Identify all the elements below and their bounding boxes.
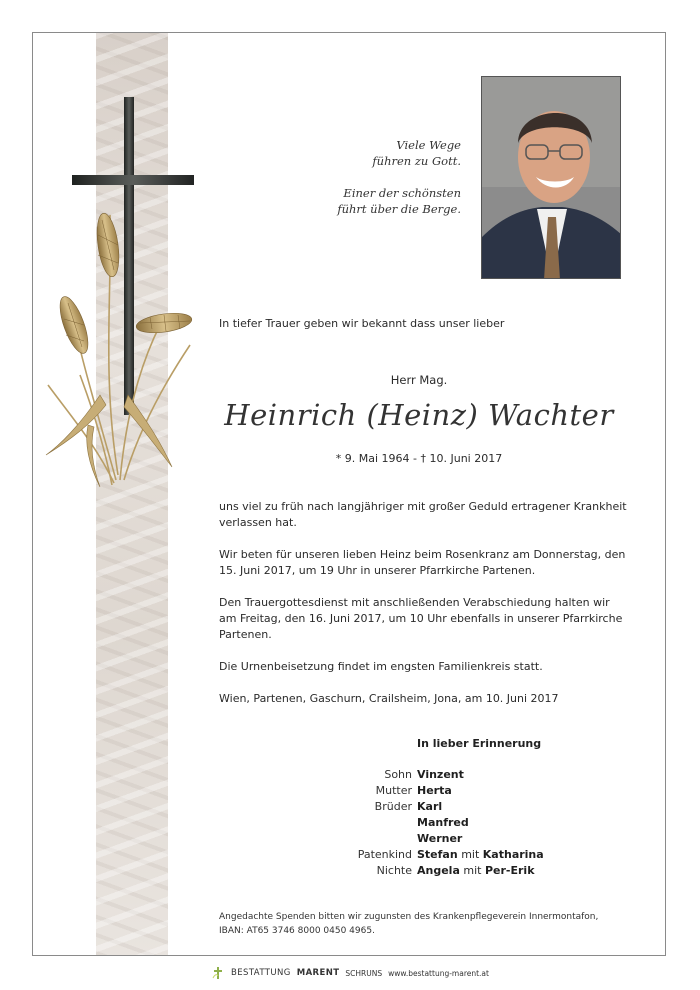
cross-with-wheat-icon	[40, 95, 210, 495]
announcement-paragraphs	[219, 499, 629, 723]
relation-label: Mutter	[375, 784, 412, 797]
portrait-photo	[481, 76, 621, 279]
family-row	[300, 767, 544, 783]
donation-line-1: Angedachte Spenden bitten wir zugunsten des Krankenpflegeverein Innermontafon,	[219, 912, 599, 922]
footer	[0, 963, 700, 983]
relative-name: Werner	[417, 832, 463, 845]
footer-prefix: BESTATTUNG	[231, 968, 291, 978]
relative-name: Stefan	[417, 848, 458, 861]
footer-website[interactable]: www.bestattung-marent.at	[388, 968, 489, 978]
life-dates	[219, 452, 619, 465]
date-separator: -	[409, 452, 421, 465]
paragraph-burial: Die Urnenbeisetzung findet im engsten Familienkreis statt.	[219, 660, 543, 673]
relative-name: Karl	[417, 800, 443, 813]
family-row	[300, 783, 544, 799]
family-row	[300, 831, 544, 847]
paragraph-places-date: Wien, Partenen, Gaschurn, Crailsheim, Jona, am 10. Juni 2017	[219, 692, 559, 705]
paragraph-rosary: Wir beten für unseren lieben Heinz beim Rosenkranz am Donnerstag, den 15. Juni 2017, um 19 Uhr in unserer Pfarrkirche Partenen.	[219, 548, 626, 577]
footer-brand: MARENT	[296, 968, 340, 978]
family-row	[300, 847, 544, 863]
motto-line-1: Viele Wege	[396, 138, 461, 152]
relation-label: Brüder	[374, 800, 412, 813]
motto-line-2: führen zu Gott.	[372, 154, 461, 168]
relation-label: Nichte	[376, 864, 412, 877]
relative-name: Angela	[417, 864, 460, 877]
relative-name: Vinzent	[417, 768, 464, 781]
relation-label: Sohn	[384, 768, 412, 781]
funeral-logo-icon	[211, 966, 225, 980]
donation-note	[219, 910, 598, 938]
motto	[337, 137, 461, 233]
salutation: Herr Mag.	[390, 373, 448, 387]
relative-name: Herta	[417, 784, 452, 797]
donation-line-2: IBAN: AT65 3746 8000 0450 4965.	[219, 926, 375, 936]
portrait-icon	[482, 77, 621, 279]
birth-date: * 9. Mai 1964	[335, 452, 410, 465]
memory-title: In lieber Erinnerung	[417, 737, 542, 750]
relative-partner: Per-Erik	[484, 864, 535, 877]
relation-label: Patenkind	[357, 848, 412, 861]
joiner: mit	[463, 864, 482, 877]
relative-partner: Katharina	[482, 848, 544, 861]
motto-line-4: führt über die Berge.	[337, 202, 461, 216]
intro-text: In tiefer Trauer geben wir bekannt dass unser lieber	[219, 317, 505, 330]
deceased-name: Heinrich (Heinz) Wachter	[224, 398, 614, 432]
footer-location: SCHRUNS	[345, 968, 383, 978]
family-list	[300, 767, 544, 879]
death-date: † 10. Juni 2017	[420, 452, 503, 465]
relative-name: Manfred	[417, 816, 469, 829]
family-row	[300, 815, 544, 831]
family-row	[300, 863, 544, 879]
paragraph-service: Den Trauergottesdienst mit anschließenden Verabschiedung halten wir am Freitag, den 16. Juni 2017, um 10 Uhr ebenfalls in unserer Pfarrkirche Partenen.	[219, 596, 623, 641]
joiner: mit	[461, 848, 480, 861]
paragraph-passing: uns viel zu früh nach langjähriger mit großer Geduld ertragener Krankheit verlassen hat.	[219, 500, 627, 529]
motto-line-3: Einer der schönsten	[343, 186, 461, 200]
family-row	[300, 799, 544, 815]
